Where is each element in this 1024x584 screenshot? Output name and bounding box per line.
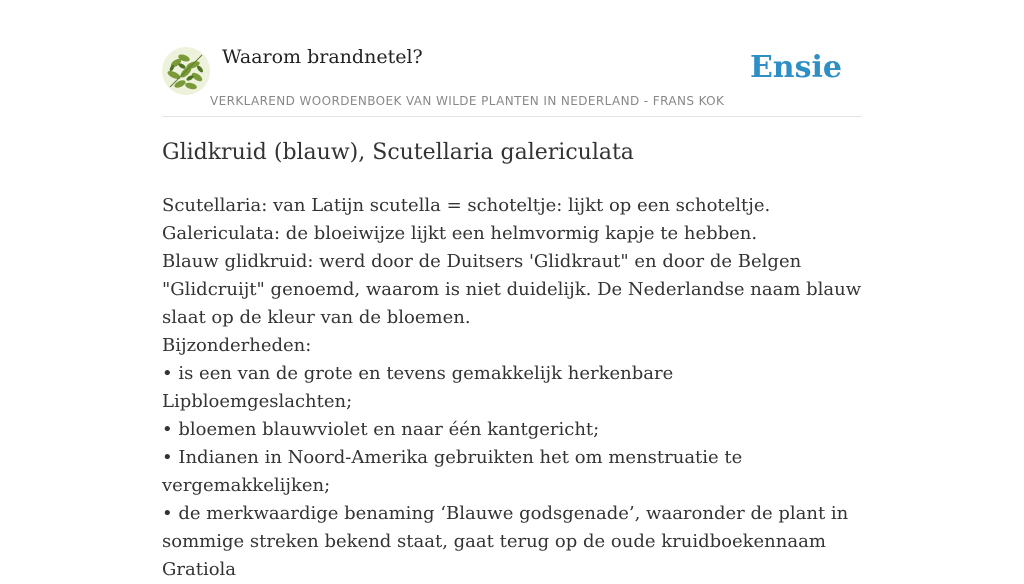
entry-body (162, 192, 867, 584)
header (162, 46, 862, 117)
body-line: Galericulata: de bloeiwijze lijkt een helmvormig kapje te hebben. (162, 223, 758, 244)
body-line: Scutellaria: van Latijn scutella = schoteltje: lijkt op een schoteltje. (162, 195, 771, 216)
list-item: • Indianen in Noord-Amerika gebruikten het om menstruatie te vergemakkelijken; (162, 447, 743, 496)
body-line: Blauw glidkruid: werd door de Duitsers 'Glidkraut" en door de Belgen "Glidcruijt" genoemd, waarom is niet duidelijk. De Nederlandse naam blauw slaat op de kleur van de bloemen. (162, 251, 862, 328)
list-item: • de merkwaardige benaming ‘Blauwe godsgenade’, waaronder de plant in sommige streken bekend staat, gaat terug op de oude kruidboekennaam Gratiola (162, 503, 849, 580)
dictionary-source[interactable]: VERKLAREND WOORDENBOEK VAN WILDE PLANTEN IN NEDERLAND - FRANS KOK (210, 94, 725, 108)
list-item: • bloemen blauwviolet en naar één kantgericht; (162, 419, 600, 440)
body-line: Bijzonderheden: (162, 335, 312, 356)
list-item: • is een van de grote en tevens gemakkelijk herkenbare Lipbloemgeslachten; (162, 363, 674, 412)
entry-title: Glidkruid (blauw), Scutellaria galericulata (162, 140, 634, 165)
brand-logo[interactable]: Ensie (749, 50, 842, 85)
plant-leaves-icon[interactable] (162, 47, 210, 95)
page-title[interactable]: Waarom brandnetel? (222, 46, 423, 68)
